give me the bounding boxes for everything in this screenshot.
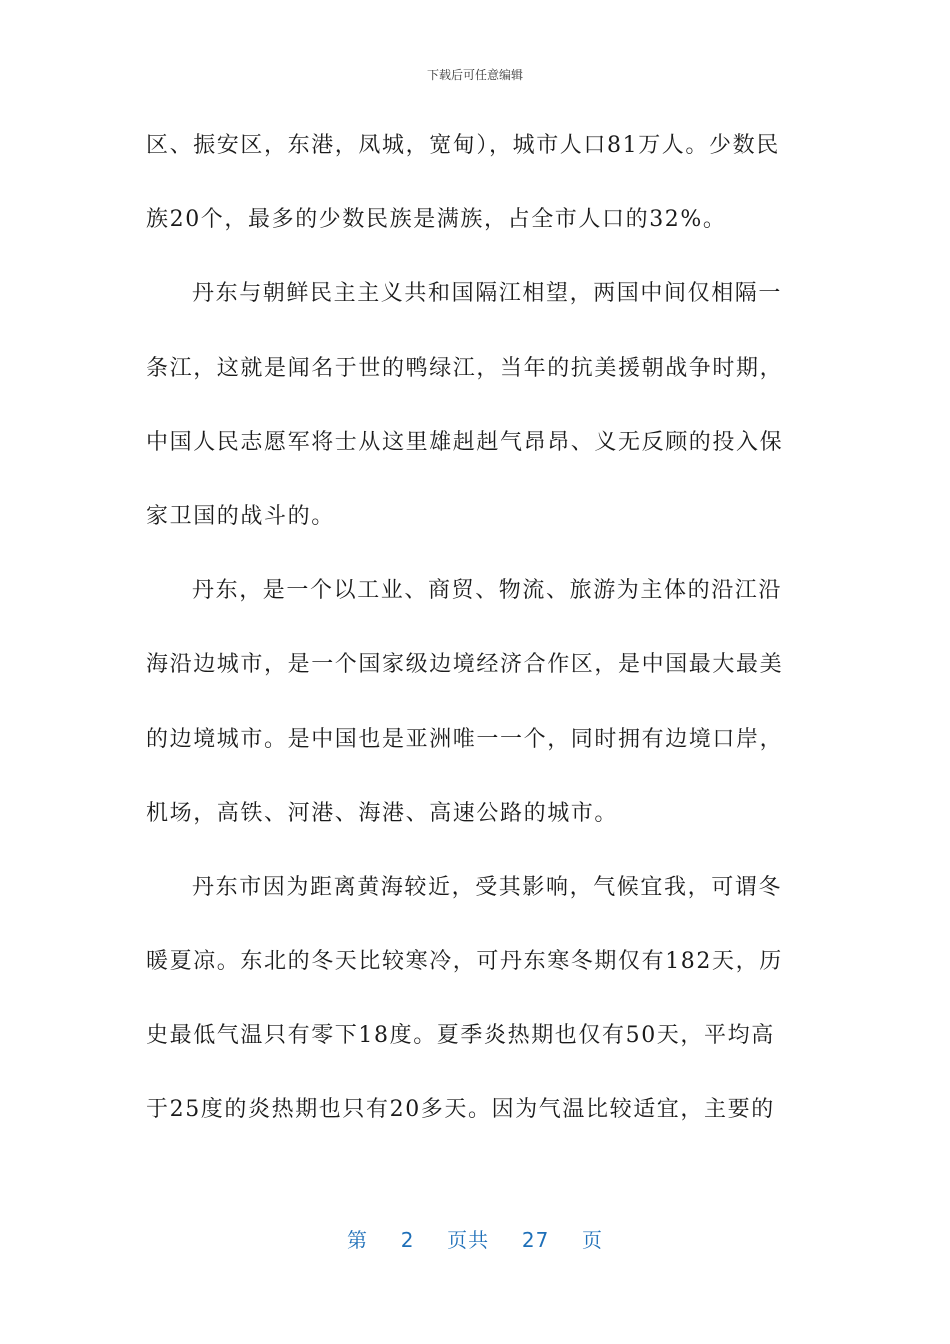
text-line-indented: 丹东与朝鲜民主主义共和国隔江相望，两国中间仅相隔一	[192, 281, 783, 307]
document-body	[146, 124, 806, 1163]
header-note: 下载后可任意编辑	[426, 68, 523, 82]
page-footer	[0, 1224, 950, 1253]
text-line: 机场，高铁、河港、海港、高速公路的城市。	[146, 800, 619, 826]
text-line: 家卫国的战斗的。	[146, 503, 335, 529]
text-line: 暖夏凉。东北的冬天比较寒冷，可丹东寒冬期仅有182天，历	[146, 949, 783, 975]
footer-suffix: 页	[582, 1228, 604, 1252]
text-line: 中国人民志愿军将士从这里雄赳赳气昂昂、义无反顾的投入保	[146, 429, 784, 455]
text-line: 史最低气温只有零下18度。夏季炎热期也仅有50天，平均高	[146, 1023, 775, 1049]
text-line: 区、振安区，东港，凤城，宽甸），城市人口81万人。少数民	[146, 133, 780, 158]
text-line: 的边境城市。是中国也是亚洲唯一一个，同时拥有边境口岸，	[146, 726, 784, 752]
footer-middle: 页共	[447, 1228, 490, 1252]
footer-prefix: 第	[346, 1228, 368, 1252]
text-line-indented: 丹东，是一个以工业、商贸、物流、旅游为主体的沿江沿	[192, 578, 783, 604]
text-line: 海沿边城市，是一个国家级边境经济合作区，是中国最大最美	[146, 652, 784, 678]
current-page-number: 2	[400, 1228, 415, 1252]
total-pages-number: 27	[521, 1228, 550, 1252]
text-line: 族20个，最多的少数民族是满族，占全市人口的32%。	[146, 207, 727, 233]
text-line-indented: 丹东市因为距离黄海较近，受其影响，气候宜我，可谓冬	[192, 874, 783, 900]
text-line: 条江，这就是闻名于世的鸭绿江，当年的抗美援朝战争时期，	[146, 355, 784, 381]
text-line: 于25度的炎热期也只有20多天。因为气温比较适宜，主要的	[146, 1097, 775, 1123]
